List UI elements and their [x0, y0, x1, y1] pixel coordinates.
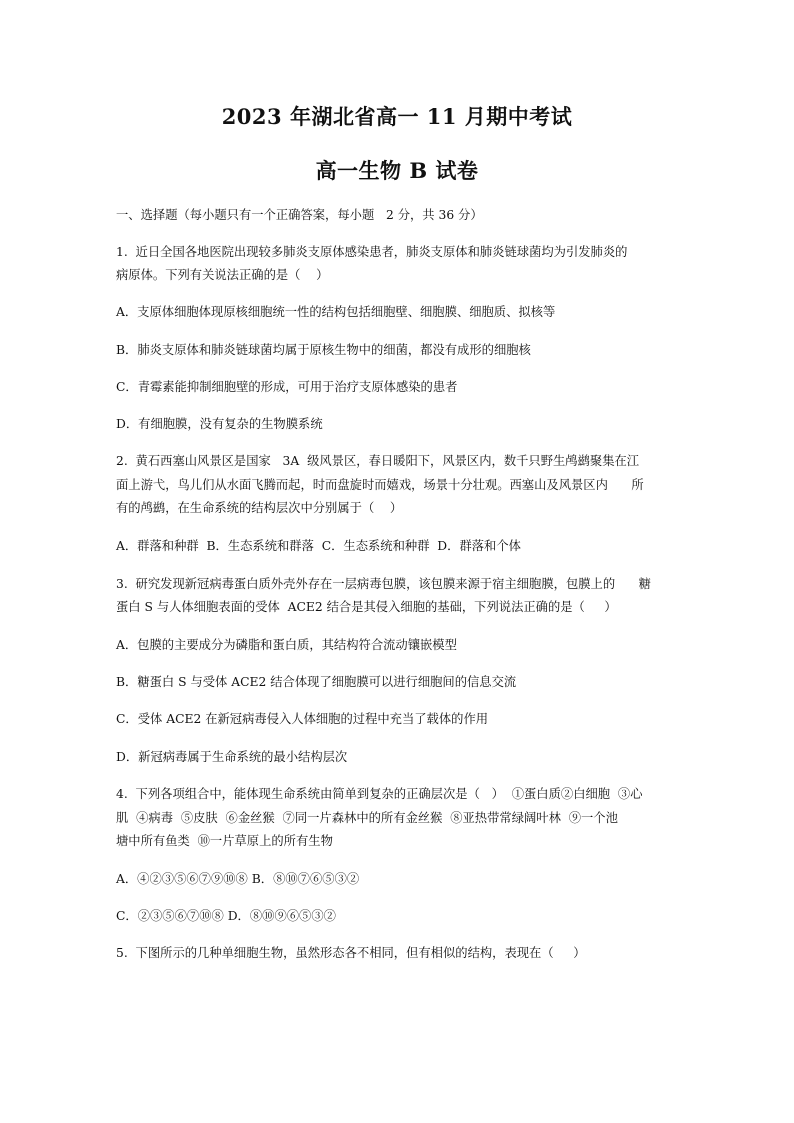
- question-3-stem-line: 3. 研究发现新冠病毒蛋白质外壳外存在一层病毒包膜，该包膜来源于宿主细胞膜，包膜上的 糖: [116, 577, 651, 591]
- question-5-stem-line: 5. 下图所示的几种单细胞生物，虽然形态各不相同，但有相似的结构，表现在（ ）: [116, 946, 586, 960]
- question-4-stem-line: 塘中所有鱼类 ⑩一片草原上的所有生物: [116, 834, 333, 848]
- exam-title: 2023 年湖北省高一 11 月期中考试: [221, 104, 573, 129]
- exam-subtitle: 高一生物 B 试卷: [315, 158, 479, 183]
- question-2-stem-line: 2. 黄石西塞山风景区是国家 3A 级风景区，春日暖阳下，风景区内，数千只野生鸬鹚聚集在江: [116, 454, 640, 468]
- question-2-options: A．群落和种群 B．生态系统和群落 C．生态系统和种群 D．群落和个体: [116, 539, 521, 553]
- question-1-option-c: C．青霉素能抑制细胞壁的形成，可用于治疗支原体感染的患者: [116, 380, 458, 394]
- question-3-option-d: D．新冠病毒属于生命系统的最小结构层次: [116, 750, 348, 764]
- question-1-option-b: B．肺炎支原体和肺炎链球菌均属于原核生物中的细菌，都没有成形的细胞核: [116, 343, 531, 357]
- question-2-stem-line: 面上游弋，鸟儿们从水面飞腾而起，时而盘旋时而嬉戏，场景十分壮观。西塞山及风景区内 所: [116, 478, 644, 492]
- question-1-stem-line: 病原体。下列有关说法正确的是（ ）: [116, 268, 329, 282]
- question-1-option-a: A．支原体细胞体现原核细胞统一性的结构包括细胞壁、细胞膜、细胞质、拟核等: [116, 305, 556, 319]
- question-4-stem-line: 4. 下列各项组合中，能体现生命系统由简单到复杂的正确层次是（ ） ①蛋白质②白细胞 ③心: [116, 787, 643, 801]
- question-1-stem-line: 1. 近日全国各地医院出现较多肺炎支原体感染患者，肺炎支原体和肺炎链球菌均为引发肺炎的: [116, 245, 628, 259]
- question-3-option-a: A．包膜的主要成分为磷脂和蛋白质，其结构符合流动镶嵌模型: [116, 638, 457, 652]
- question-4-options-cd: C．②③⑤⑥⑦⑩⑧ D．⑧⑩⑨⑥⑤③②: [116, 909, 336, 923]
- section-heading: 一、选择题（每小题只有一个正确答案，每小题 2 分，共 36 分）: [116, 208, 483, 222]
- question-1-option-d: D．有细胞膜，没有复杂的生物膜系统: [116, 417, 323, 431]
- question-4-options-ab: A．④②③⑤⑥⑦⑨⑩⑧ B．⑧⑩⑦⑥⑤③②: [116, 872, 360, 886]
- question-2-stem-line: 有的鸬鹚，在生命系统的结构层次中分别属于（ ）: [116, 501, 403, 515]
- question-3-stem-line: 蛋白 S 与人体细胞表面的受体 ACE2 结合是其侵入细胞的基础，下列说法正确的是（ ）: [116, 600, 617, 614]
- question-3-option-b: B．糖蛋白 S 与受体 ACE2 结合体现了细胞膜可以进行细胞间的信息交流: [116, 675, 517, 689]
- question-3-option-c: C．受体 ACE2 在新冠病毒侵入人体细胞的过程中充当了载体的作用: [116, 712, 489, 726]
- question-4-stem-line: 肌 ④病毒 ⑤皮肤 ⑥金丝猴 ⑦同一片森林中的所有金丝猴 ⑧亚热带常绿阔叶林 ⑨一个池: [116, 811, 618, 825]
